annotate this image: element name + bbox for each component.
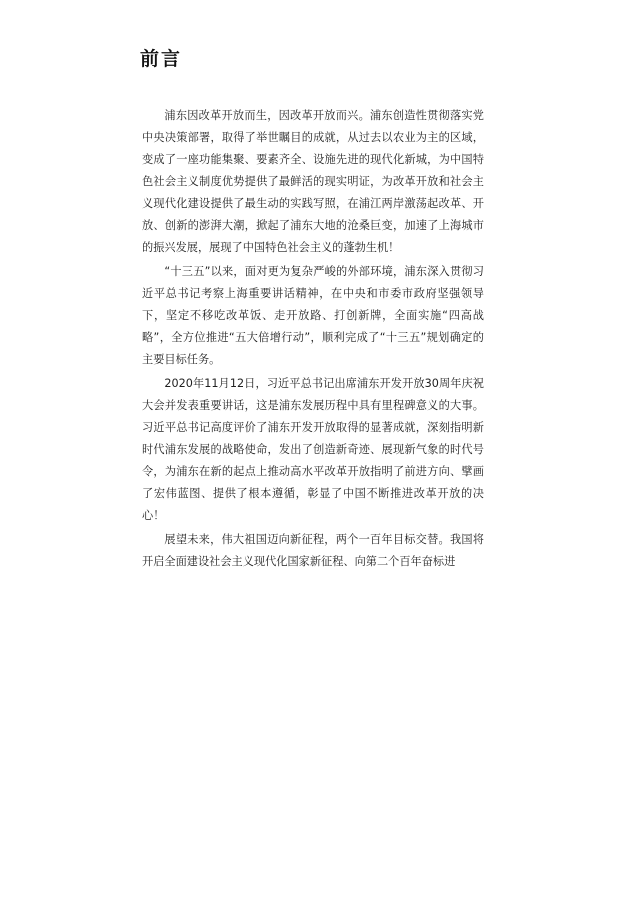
paragraph-1: 浦东因改革开放而生，因改革开放而兴。浦东创造性贯彻落实党中央决策部署，取得了举世瞩目的成就，从过去以农业为主的区域，变成了一座功能集聚、要素齐全、设施先进的现代化新城，为中国特色社会主义制度优势提供了最鲜活的现实明证，为改革开放和社会主义现代化建设提供了最生动的实践写照，在浦江两岸激荡起改革、开放、创新的澎湃大潮，掀起了浦东大地的沧桑巨变，加速了上海城市的振兴发展，展现了中国特色社会主义的蓬勃生机！ — [142, 109, 484, 254]
paragraph-4: 展望未来，伟大祖国迈向新征程，两个一百年目标交替。我国将开启全面建设社会主义现代化国家新征程、向第二个百年奋标进 — [142, 533, 484, 568]
paragraph-2: “十三五”以来，面对更为复杂严峻的外部环境，浦东深入贯彻习近平总书记考察上海重要讲话精神，在中央和市委市政府坚强领导下，坚定不移吃改革饭、走开放路、打创新牌，全面实施“四高战略”，全方位推进“五大倍增行动”，顺利完成了“十三五”规划确定的主要目标任务。 — [142, 265, 484, 366]
page-title: 前言 — [140, 48, 183, 70]
document-body — [142, 105, 484, 575]
paragraph-3: 2020年11月12日，习近平总书记出席浦东开发开放30周年庆祝大会并发表重要讲话，这是浦东发展历程中具有里程碑意义的大事。习近平总书记高度评价了浦东开发开放取得的显著成就，深刻指明新时代浦东发展的战略使命，发出了创造新奇迹、展现新气象的时代号令，为浦东在新的起点上推动高水平改革开放指明了前进方向、擘画了宏伟蓝图、提供了根本遵循，彰显了中国不断推进改革开放的决心！ — [142, 377, 484, 522]
